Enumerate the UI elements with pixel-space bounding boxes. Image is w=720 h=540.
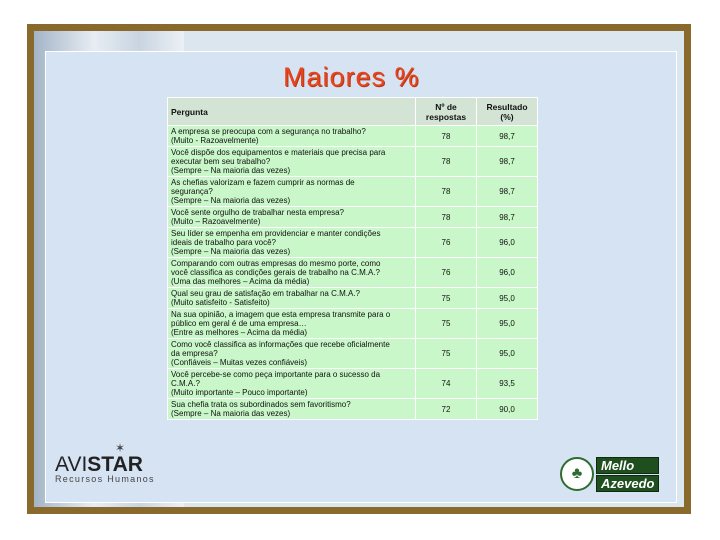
table-row <box>168 369 538 399</box>
table-row <box>168 309 538 339</box>
question-cell <box>168 369 416 399</box>
header-count: Nº de respostas <box>416 98 477 126</box>
question-cell <box>168 228 416 258</box>
result-cell: 96,0 <box>477 258 538 288</box>
result-cell: 90,0 <box>477 399 538 420</box>
table-row <box>168 228 538 258</box>
table-body <box>168 126 538 420</box>
count-cell: 78 <box>416 126 477 147</box>
question-cell <box>168 126 416 147</box>
question-line: (Confiáveis – Muitas vezes confiáveis) <box>171 358 308 367</box>
count-cell: 72 <box>416 399 477 420</box>
question-line: Sua chefia trata os subordinados sem favoritismo? <box>171 400 351 409</box>
result-cell: 98,7 <box>477 126 538 147</box>
question-cell <box>168 177 416 207</box>
result-cell: 98,7 <box>477 147 538 177</box>
question-line: público em geral é de uma empresa… <box>171 319 307 328</box>
question-line: (Sempre – Na maioria das vezes) <box>171 196 291 205</box>
question-cell <box>168 258 416 288</box>
header-question: Pergunta <box>168 98 416 126</box>
question-line: Qual seu grau de satisfação em trabalhar na C.M.A.? <box>171 289 360 298</box>
result-cell: 98,7 <box>477 207 538 228</box>
mello-word-1: Mello <box>596 457 659 474</box>
question-cell <box>168 399 416 420</box>
question-line: segurança? <box>171 187 213 196</box>
count-cell: 75 <box>416 309 477 339</box>
question-cell <box>168 207 416 228</box>
question-line: da empresa? <box>171 349 218 358</box>
question-line: C.M.A.? <box>171 379 200 388</box>
question-line: Você sente orgulho de trabalhar nesta empresa? <box>171 208 345 217</box>
header-result: Resultado (%) <box>477 98 538 126</box>
result-cell: 95,0 <box>477 339 538 369</box>
table-row <box>168 399 538 420</box>
question-line: (Sempre – Na maioria das vezes) <box>171 247 291 256</box>
result-cell: 95,0 <box>477 309 538 339</box>
question-line: Na sua opinião, a imagem que esta empresa transmite para o <box>171 310 391 319</box>
question-line: Como você classifica as informações que recebe oficialmente <box>171 340 390 349</box>
question-line: executar bem seu trabalho? <box>171 157 271 166</box>
question-line: (Muito importante – Pouco importante) <box>171 388 308 397</box>
result-cell: 95,0 <box>477 288 538 309</box>
avistar-wordmark-plain: AVI <box>55 453 88 476</box>
question-line: (Sempre – Na maioria das vezes) <box>171 409 291 418</box>
avistar-logo <box>55 441 155 484</box>
count-cell: 74 <box>416 369 477 399</box>
count-cell: 78 <box>416 147 477 177</box>
question-line: (Muito – Razoavelmente) <box>171 217 261 226</box>
star-icon: ✶ <box>115 441 126 455</box>
count-cell: 76 <box>416 228 477 258</box>
result-cell: 98,7 <box>477 177 538 207</box>
table-row <box>168 147 538 177</box>
table-row <box>168 288 538 309</box>
table-row <box>168 258 538 288</box>
question-line: ideais de trabalho para você? <box>171 238 276 247</box>
count-cell: 76 <box>416 258 477 288</box>
table-header-row <box>168 98 538 126</box>
question-line: (Muito - Razoavelmente) <box>171 136 259 145</box>
question-cell <box>168 288 416 309</box>
mello-word-2: Azevedo <box>596 475 659 492</box>
count-cell: 78 <box>416 177 477 207</box>
question-line: As chefias valorizam e fazem cumprir as normas de <box>171 178 355 187</box>
question-line: (Entre as melhores – Acima da média) <box>171 328 308 337</box>
result-cell: 96,0 <box>477 228 538 258</box>
mello-azevedo-logo <box>560 458 663 490</box>
question-line: Você percebe-se como peça importante para o sucesso da <box>171 370 381 379</box>
count-cell: 75 <box>416 288 477 309</box>
question-line: você classifica as condições gerais de trabalho na C.M.A.? <box>171 268 380 277</box>
table-row <box>168 177 538 207</box>
result-cell: 93,5 <box>477 369 538 399</box>
question-line: Comparando com outras empresas do mesmo porte, como <box>171 259 381 268</box>
count-cell: 75 <box>416 339 477 369</box>
count-cell: 78 <box>416 207 477 228</box>
slide-title: Maiores % <box>283 62 420 92</box>
question-line: (Sempre – Na maioria das vezes) <box>171 166 291 175</box>
avistar-wordmark-bold: STAR <box>87 453 143 476</box>
question-line: Seu líder se empenha em providenciar e manter condições <box>171 229 381 238</box>
question-line: A empresa se preocupa com a segurança no trabalho? <box>171 127 366 136</box>
question-line: (Uma das melhores – Acima da média) <box>171 277 310 286</box>
tree-icon: ♣ <box>560 457 594 491</box>
question-line: (Muito satisfeito - Satisfeito) <box>171 298 270 307</box>
survey-table <box>167 97 538 420</box>
question-cell <box>168 339 416 369</box>
table-row <box>168 207 538 228</box>
table-row <box>168 339 538 369</box>
question-cell <box>168 147 416 177</box>
avistar-tagline: Recursos Humanos <box>55 474 155 484</box>
question-line: Você dispõe dos equipamentos e materiais que precisa para <box>171 148 386 157</box>
table-row <box>168 126 538 147</box>
question-cell <box>168 309 416 339</box>
mello-wordmark <box>596 457 659 492</box>
